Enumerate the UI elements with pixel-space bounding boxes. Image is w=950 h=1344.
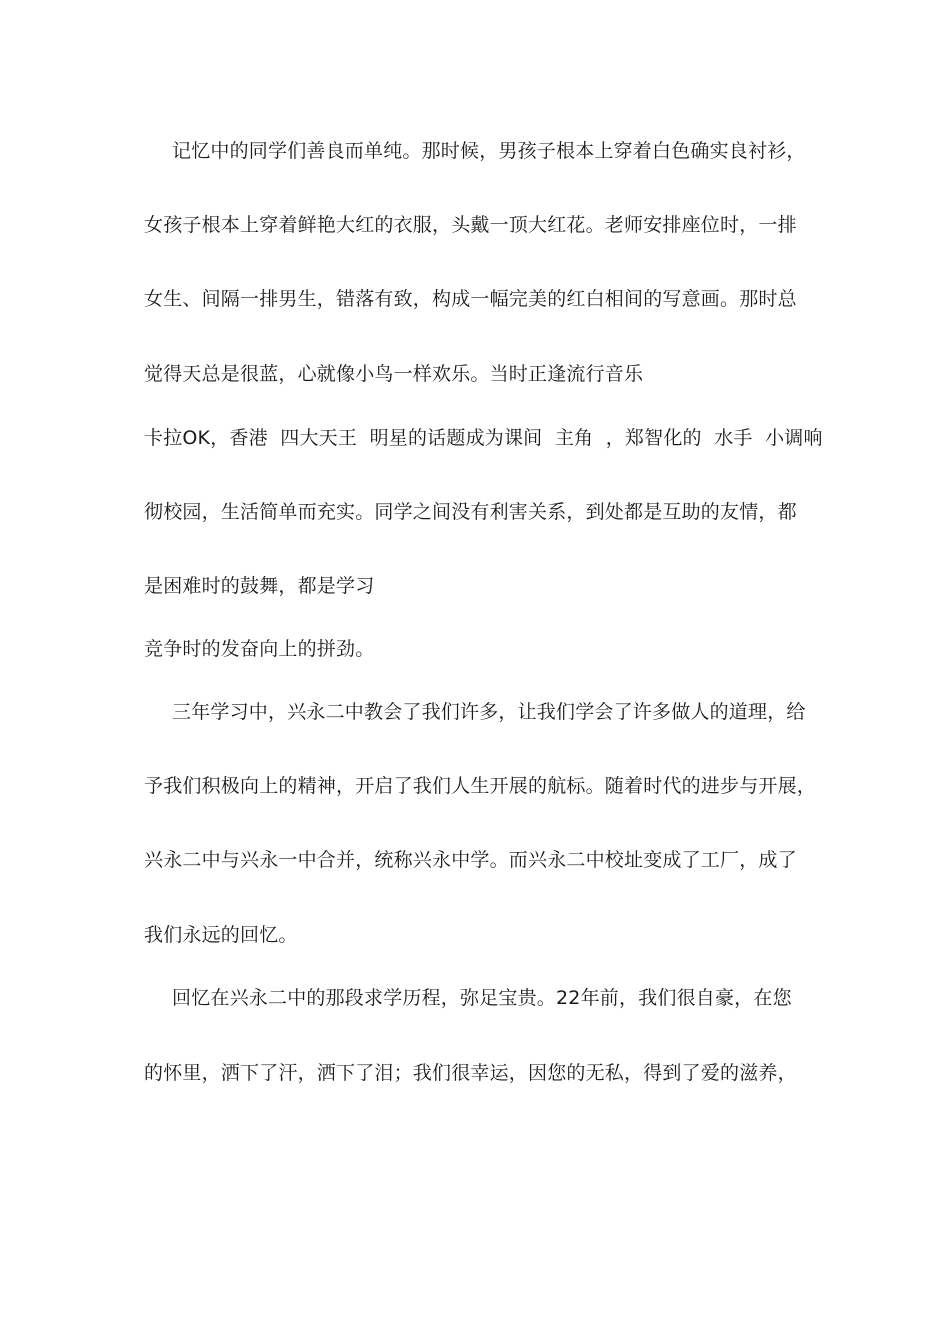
paragraph-2-line-3: 兴永二中与兴永一中合并，统称兴永中学。而兴永二中校址变成了工厂，成了 — [144, 849, 797, 871]
paragraph-3-line-2: 的怀里，洒下了汗，洒下了泪；我们很幸运，因您的无私，得到了爱的滋养， — [144, 1062, 797, 1084]
paragraph-1-line-4: 觉得天总是很蓝，心就像小鸟一样欢乐。当时正逢流行音乐 — [144, 363, 644, 385]
paragraph-3-line-1: 回忆在兴永二中的那段求学历程，弥足宝贵。22年前，我们很自豪，在您 — [172, 987, 792, 1009]
paragraph-2-line-4: 我们永远的回忆。 — [144, 924, 298, 946]
paragraph-2-line-1: 三年学习中，兴永二中教会了我们许多，让我们学会了许多做人的道理，给 — [172, 701, 806, 723]
paragraph-1-line-3: 女生、间隔一排男生，错落有致，构成一幅完美的红白相间的写意画。那时总 — [144, 288, 797, 310]
paragraph-2-line-2: 予我们积极向上的精神，开启了我们人生开展的航标。随着时代的进步与开展， — [144, 775, 817, 797]
paragraph-1-line-5: 卡拉OK，香港 四大天王 明星的话题成为课间 主角 ，郑智化的 水手 小调响 — [144, 427, 823, 449]
paragraph-1-line-2: 女孩子根本上穿着鲜艳大红的衣服，头戴一顶大红花。老师安排座位时，一排 — [144, 214, 797, 236]
paragraph-1-line-1: 记忆中的同学们善良而单纯。那时候，男孩子根本上穿着白色确实良衬衫， — [172, 140, 806, 162]
paragraph-1-line-8: 竞争时的发奋向上的拼劲。 — [144, 638, 375, 660]
paragraph-1-line-7: 是困难时的鼓舞，都是学习 — [144, 575, 375, 597]
paragraph-1-line-6: 彻校园，生活简单而充实。同学之间没有利害关系，到处都是互助的友情，都 — [144, 501, 797, 523]
